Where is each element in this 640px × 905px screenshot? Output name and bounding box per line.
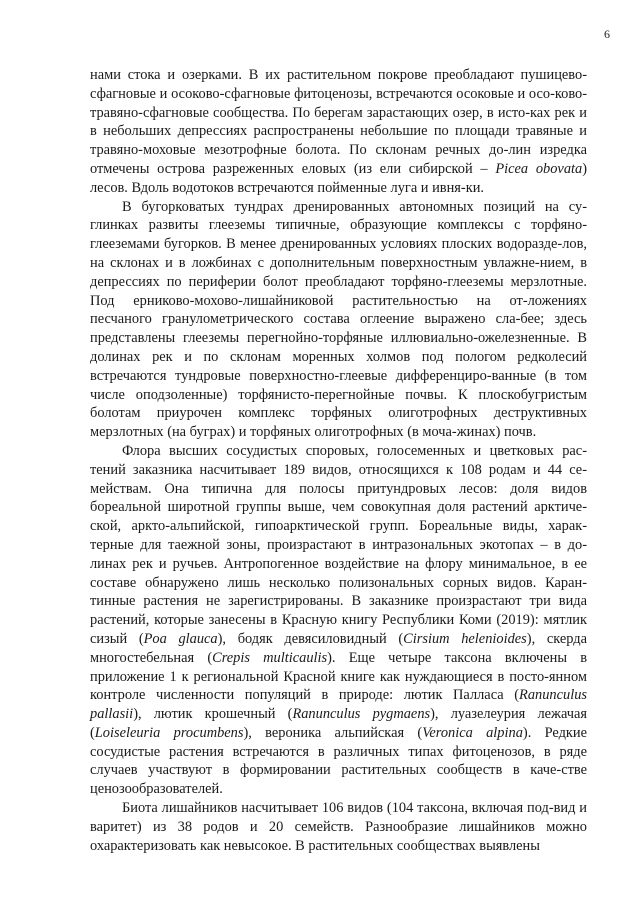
species-name: Loiseleuria procumbens (94, 724, 244, 741)
text-run: ), скерда многостебельная ( (90, 630, 587, 666)
species-name: Ranunculus pallasii (90, 687, 587, 723)
text-run: ), лютик крошечный ( (133, 706, 293, 723)
species-name: Ranunculus pygmaens (292, 706, 431, 723)
text-run: ), бодяк девясиловидный ( (217, 630, 404, 647)
text-run: Флора высших сосудистых споровых, голосеменных и цветковых рас-тений заказника насчитывает 189 видов, относящихся к 108 родам и 44 се-мействам. Она типична для полосы притундровых лесов: доля видов бореальной широтной группы выше, чем совокупная доля растений арктиче-ской, аркто-альпийской, гипоарктической групп. Бореальные виды, харак-терные для таежной зоны, произрастают в интразональных экотопах – в до-линах рек и ручьев. Антропогенное воздействие на флору минимальное, в ее составе обнаружено лишь несколько полизональных сорных видов. Каран-тинные растения не зарегистрированы. В заказнике произрастают три вида растений, которые занесены в Красную книгу Республики Коми (2019): мятлик сизый ( (90, 442, 587, 647)
text-run: ). Редкие сосудистые растения встречаются в различных типах фитоценозов, в ряде случаев участвуют в формировании растительных сообществ в каче-стве ценозообразователей. (90, 724, 588, 798)
text-run: ) лесов. Вдоль водотоков встречаются пойменные луга и ивня-ки. (90, 160, 588, 196)
text-run: ), вероника альпийская ( (243, 724, 423, 741)
page-number: 6 (604, 27, 610, 41)
paragraph (90, 66, 587, 198)
paragraph (90, 799, 587, 855)
text-run: ), луазелеурия лежачая ( (90, 706, 588, 741)
species-name: Poa glauca (143, 630, 218, 647)
species-name: Veronica alpina (422, 724, 523, 741)
text-run: ). Еще четыре таксона включены в приложение 1 к региональной Красной книге как нуждающиеся в посто-янном контроле численности популяций в природе: лютик Палласа ( (90, 649, 587, 704)
text-run: нами стока и озерками. В их растительном покрове преобладают пушицево-сфагновые и осоково-сфагновые фитоценозы, встречаются осоковые и осо-ково-травяно-сфагновые сообщества. По берегам зарастающих озер, в исто-ках рек и в небольших депрессиях распространены небольшие по площади травяные и травяно-моховые мезотрофные болота. По склонам речных до-лин изредка отмечены острова разреженных еловых (из ели сибирской – (90, 67, 587, 177)
text-run: В бугорковатых тундрах дренированных автономных позиций на су-глинках развиты глееземы типичные, образующие комплексы с торфяно-глееземами бугорков. В менее дренированных условиях плоских водоразде-лов, на склонах и в ложбинах с дополнительным поверхностным увлажне-нием, в депрессиях по периферии болот преобладают торфяно-глееземы мерзлотные. Под ерниково-мохово-лишайниковой растительностью на от-ложениях песчаного гранулометрического состава оглеение выражено сла-бее; здесь представлены глееземы перегнойно-торфяные иллювиально-ожелезненные. В долинах рек и по склонам моренных холмов под пологом редколесий встречаются тундровые поверхностно-глеевые дифференциро-ванные (в том числе оподзоленные) торфянисто-перегнойные почвы. К плоскобугристым болотам приурочен комплекс торфяных олиготрофных деструктивных мерзлотных (на буграх) и торфяных олиготрофных (в моча-жинах) почв. (90, 198, 587, 441)
paragraph (90, 198, 587, 442)
paragraph (90, 442, 587, 799)
species-name: Picea obovata (495, 160, 583, 177)
document-body (90, 66, 587, 855)
species-name: Cirsium helenioides (403, 630, 527, 647)
text-run: Биота лишайников насчитывает 106 видов (104 таксона, включая под-вид и варитет) из 38 родов и 20 семейств. Разнообразие лишайников можно охарактеризовать как невысокое. В растительных сообществах выявлены (90, 800, 587, 854)
species-name: Crepis multicaulis (212, 649, 328, 666)
